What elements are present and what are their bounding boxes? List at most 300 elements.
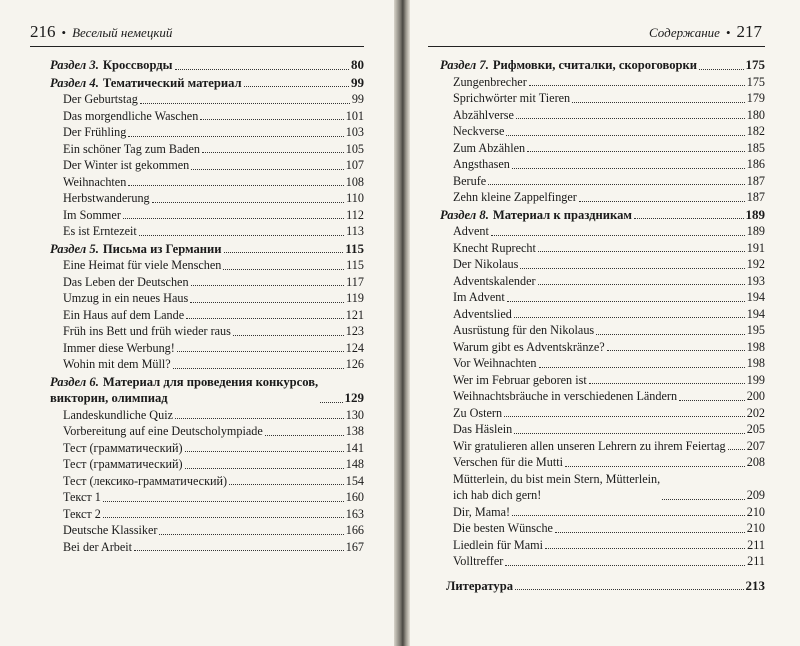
page-ref: 115 <box>346 258 364 272</box>
entry-title <box>453 388 677 405</box>
toc-entry[interactable] <box>50 423 364 440</box>
toc-entry[interactable] <box>50 356 364 373</box>
dot-leader <box>662 499 745 500</box>
entry-title-text: Ein schöner Tag zum Baden <box>63 141 201 156</box>
toc-section-entry[interactable] <box>50 374 364 407</box>
dot-leader <box>512 168 745 169</box>
entry-title <box>50 374 318 407</box>
entry-title-text: Es ist Erntezeit <box>63 224 137 238</box>
page-ref: 198 <box>746 356 765 370</box>
page-ref: 199 <box>746 372 765 387</box>
dot-leader <box>565 466 745 467</box>
dot-leader <box>175 418 344 419</box>
entry-title-text: Wir gratulieren allen unseren Lehrern zu ihrem Feiertag <box>453 438 726 453</box>
dot-leader <box>538 251 745 252</box>
toc-entry[interactable] <box>440 438 765 455</box>
page-ref: 185 <box>746 140 765 155</box>
entry-title <box>63 91 138 108</box>
entry-title <box>453 273 536 290</box>
toc-entry[interactable] <box>440 90 765 107</box>
entry-title <box>453 421 512 438</box>
entry-title-text: Verschen für die Mutti <box>453 455 563 469</box>
page-ref: 202 <box>746 405 765 420</box>
page-ref: 154 <box>345 473 364 488</box>
dot-leader <box>134 550 344 551</box>
page-ref: 167 <box>345 539 364 554</box>
page-ref: 191 <box>746 240 765 255</box>
entry-title <box>63 157 189 174</box>
section-label: Раздел 4. <box>50 75 99 90</box>
entry-title <box>453 256 518 273</box>
entry-title-text: Тест (грамматический) <box>63 457 183 471</box>
entry-title <box>63 108 198 125</box>
dot-leader <box>488 184 745 185</box>
entry-title <box>453 504 510 521</box>
left-page <box>0 0 394 646</box>
entry-title-text: Тест (грамматический) <box>63 440 183 455</box>
toc-entry[interactable] <box>50 157 364 174</box>
entry-title <box>453 438 726 455</box>
dot-leader <box>699 69 743 70</box>
toc-entry[interactable] <box>50 407 364 424</box>
dot-leader <box>505 565 745 566</box>
dot-leader <box>539 367 745 368</box>
toc-entry[interactable] <box>50 207 364 224</box>
page-ref: 186 <box>746 157 765 171</box>
toc-entry[interactable] <box>440 256 765 273</box>
entry-title-text: Adventslied <box>453 306 512 321</box>
entry-title <box>453 520 553 537</box>
toc-entry[interactable] <box>50 456 364 473</box>
running-title: Содержание <box>649 25 720 40</box>
dot-leader <box>190 302 344 303</box>
entry-title <box>63 141 200 158</box>
toc-entry[interactable] <box>440 189 765 206</box>
page-number: 216 <box>30 22 56 41</box>
entry-title-text: Der Geburtstag <box>63 92 138 106</box>
entry-title-text: Dir, Mama! <box>453 504 511 519</box>
page-ref: 205 <box>746 422 765 436</box>
entry-title <box>63 506 101 523</box>
page-ref: 210 <box>746 521 765 535</box>
toc-entry[interactable] <box>50 539 364 556</box>
dot-leader <box>634 218 744 219</box>
entry-title <box>63 190 150 207</box>
page-ref: 126 <box>345 357 364 371</box>
page-ref: 117 <box>346 274 364 289</box>
entry-title <box>440 57 697 74</box>
dot-leader <box>596 334 745 335</box>
dot-leader <box>504 416 745 417</box>
page-ref: 194 <box>746 290 765 304</box>
page-ref: 124 <box>345 340 364 355</box>
entry-title-text: Landeskundliche Quiz <box>63 407 173 422</box>
entry-title-text: Das morgendliche Waschen <box>63 108 199 123</box>
toc-section-entry[interactable] <box>50 241 364 258</box>
toc-entry[interactable] <box>440 405 765 422</box>
dot-leader <box>514 433 744 434</box>
toc-section-entry[interactable] <box>440 57 765 74</box>
entry-title <box>453 289 505 306</box>
entry-title <box>63 456 183 473</box>
entry-title-text: Тест (лексико-грамматический) <box>63 473 228 488</box>
toc-section-entry[interactable] <box>50 57 364 74</box>
header-bullet: • <box>725 25 731 40</box>
page-ref: 180 <box>746 107 765 122</box>
page-ref: 101 <box>345 108 364 123</box>
toc-left <box>50 56 364 555</box>
dot-leader <box>128 136 343 137</box>
toc-entry[interactable] <box>50 108 364 125</box>
page-ref: 211 <box>747 537 765 552</box>
toc-entry[interactable] <box>50 274 364 291</box>
dot-leader <box>159 534 343 535</box>
entry-title-text: Das Häslein <box>453 422 513 436</box>
page-ref: 209 <box>746 488 765 502</box>
entry-title-text: Neckverse <box>453 124 505 138</box>
dot-leader <box>520 268 744 269</box>
dot-leader <box>185 468 344 469</box>
toc-entry[interactable] <box>440 520 765 537</box>
dot-leader <box>185 451 344 452</box>
entry-title <box>453 156 510 173</box>
toc-section-entry[interactable] <box>440 207 765 224</box>
entry-title-text <box>453 472 660 503</box>
dot-leader <box>191 169 344 170</box>
dot-leader <box>507 301 745 302</box>
entry-title-text: Deutsche Klassiker <box>63 523 158 537</box>
entry-title-text: Тематический материал <box>102 75 242 90</box>
dot-leader <box>229 484 344 485</box>
page-ref: 189 <box>746 224 765 238</box>
page-ref: 179 <box>746 91 765 105</box>
dot-leader <box>538 284 745 285</box>
toc-entry[interactable] <box>50 489 364 506</box>
page-ref: 105 <box>345 141 364 156</box>
section-label: Раздел 5. <box>50 241 99 256</box>
header-bullet: • <box>61 25 67 40</box>
toc-entry[interactable] <box>50 323 364 340</box>
toc-entry[interactable] <box>440 74 765 91</box>
entry-title-text: Sprichwörter mit Tieren <box>453 91 571 105</box>
dot-leader <box>191 285 345 286</box>
book-spine-gutter <box>394 0 410 646</box>
page-ref: 110 <box>346 191 364 205</box>
dot-leader <box>679 400 745 401</box>
page-ref: 130 <box>345 407 364 422</box>
entry-title-line-2: викторин, олимпиад <box>50 391 168 405</box>
entry-title-text: Angsthasen <box>453 157 510 171</box>
dot-leader <box>128 185 343 186</box>
entry-title <box>63 307 184 324</box>
entry-title <box>453 537 543 554</box>
dot-leader <box>233 335 344 336</box>
toc-entry[interactable] <box>50 473 364 490</box>
dot-leader <box>589 383 745 384</box>
toc-entry[interactable] <box>440 454 765 471</box>
entry-title-text: Im Sommer <box>63 207 121 222</box>
page-ref: 121 <box>345 307 364 322</box>
entry-title-text: Zu Ostern <box>453 405 503 420</box>
dot-leader <box>516 118 745 119</box>
entry-title-text: Berufe <box>453 173 487 188</box>
dot-leader <box>728 449 745 450</box>
toc-entry[interactable] <box>440 504 765 521</box>
entry-title-text: Weihnachtsbräuche in verschiedenen Ländern <box>453 389 678 403</box>
toc-entry[interactable] <box>440 107 765 124</box>
entry-title-text: Die besten Wünsche <box>453 521 553 535</box>
page-ref: 99 <box>351 92 364 106</box>
section-label: Раздел 6. <box>50 374 99 389</box>
dot-leader <box>177 351 344 352</box>
page-ref: 198 <box>746 339 765 354</box>
page-ref: 193 <box>746 273 765 288</box>
entry-title <box>63 223 137 240</box>
entry-title-line-2: ich hab dich gern! <box>453 488 542 502</box>
entry-title <box>453 339 605 356</box>
entry-title <box>453 223 489 240</box>
entry-title-text: Eine Heimat für viele Menschen <box>63 258 222 272</box>
entry-title <box>63 274 189 291</box>
section-label: Раздел 3. <box>50 58 99 72</box>
dot-leader <box>103 501 344 502</box>
toc-entry[interactable] <box>440 553 765 570</box>
page-ref: 207 <box>746 438 765 453</box>
entry-title-text: Текст 1 <box>63 490 101 504</box>
toc-section-entry[interactable] <box>440 578 765 595</box>
page-ref: 160 <box>345 490 364 504</box>
toc-entry[interactable] <box>440 223 765 240</box>
toc-entry[interactable] <box>440 372 765 389</box>
dot-leader <box>529 85 745 86</box>
entry-title-text: Der Frühling <box>63 125 127 139</box>
toc-entry[interactable] <box>50 223 364 240</box>
entry-title <box>63 473 227 490</box>
entry-title <box>453 372 587 389</box>
page-ref: 208 <box>746 455 765 469</box>
toc-entry[interactable] <box>440 355 765 372</box>
page-number: 217 <box>736 22 762 41</box>
toc-section-entry[interactable] <box>50 75 364 92</box>
entry-title-text: Weihnachten <box>63 174 127 189</box>
dot-leader <box>555 532 745 533</box>
entry-title-text: Bei der Arbeit <box>63 539 133 554</box>
toc-entry[interactable] <box>50 190 364 207</box>
entry-title <box>63 489 101 506</box>
dot-leader <box>607 350 745 351</box>
entry-title-text: Liedlein für Mami <box>453 537 544 552</box>
toc-entry[interactable] <box>50 91 364 108</box>
entry-title-text: Das Leben der Deutschen <box>63 274 189 289</box>
entry-title <box>453 322 594 339</box>
entry-title-text: Zum Abzählen <box>453 140 526 155</box>
entry-title-text: Immer diese Werbung! <box>63 340 175 355</box>
dot-leader <box>186 318 344 319</box>
toc-entry[interactable] <box>440 289 765 306</box>
entry-title <box>446 578 513 595</box>
page-ref: 187 <box>746 173 765 188</box>
entry-title <box>50 241 222 258</box>
entry-title-text: Herbstwanderung <box>63 191 150 205</box>
entry-title-text: Warum gibt es Adventskränze? <box>453 339 605 354</box>
entry-title-text: Der Winter ist gekommen <box>63 158 190 172</box>
dot-leader <box>545 548 745 549</box>
left-page-header <box>30 22 172 42</box>
toc-entry[interactable] <box>440 273 765 290</box>
entry-title <box>453 553 503 570</box>
entry-title <box>453 123 504 140</box>
entry-title <box>50 75 242 92</box>
dot-leader <box>123 218 344 219</box>
page-ref: 80 <box>351 57 364 72</box>
toc-entry[interactable] <box>440 173 765 190</box>
toc-entry[interactable] <box>440 123 765 140</box>
dot-leader <box>579 201 745 202</box>
page-ref: 148 <box>345 457 364 471</box>
entry-title-text: Vorbereitung auf eine Deutscholympiade <box>63 424 263 438</box>
entry-title <box>453 107 514 124</box>
page-ref: 99 <box>351 74 364 90</box>
dot-leader <box>224 252 344 253</box>
entry-title-line-1: Материал для проведения конкурсов, <box>102 374 319 389</box>
page-ref: 210 <box>746 504 765 519</box>
entry-title-text: Zehn kleine Zappelfinger <box>453 190 577 204</box>
toc-entry[interactable] <box>440 322 765 339</box>
entry-title <box>50 57 173 74</box>
toc-entry[interactable] <box>50 124 364 141</box>
toc-entry[interactable] <box>440 339 765 356</box>
dot-leader <box>244 86 349 87</box>
toc-entry[interactable] <box>440 537 765 554</box>
toc-entry[interactable] <box>50 141 364 158</box>
toc-entry[interactable] <box>50 522 364 539</box>
dot-leader <box>572 102 745 103</box>
toc-entry[interactable] <box>50 307 364 324</box>
dot-leader <box>512 515 745 516</box>
toc-entry[interactable] <box>440 388 765 405</box>
right-page <box>410 0 800 646</box>
page-ref: 115 <box>345 240 364 256</box>
entry-title <box>63 340 175 357</box>
section-label: Раздел 7. <box>440 58 489 72</box>
entry-title-text: Der Nikolaus <box>453 257 519 271</box>
page-ref: 138 <box>345 424 364 438</box>
section-label: Раздел 8. <box>440 207 489 222</box>
toc-entry[interactable] <box>50 440 364 457</box>
dot-leader <box>152 202 345 203</box>
entry-title-text: Früh ins Bett und früh wieder raus <box>63 324 231 338</box>
page-ref: 129 <box>344 390 364 405</box>
dot-leader <box>223 269 344 270</box>
entry-title <box>63 207 121 224</box>
entry-title <box>453 173 486 190</box>
entry-title <box>63 539 132 556</box>
page-ref: 200 <box>746 389 765 403</box>
entry-title <box>63 174 126 191</box>
page-ref: 119 <box>346 291 364 305</box>
dot-leader <box>200 119 343 120</box>
entry-title-text: Wer im Februar geboren ist <box>453 372 587 387</box>
page-ref: 194 <box>746 306 765 321</box>
dot-leader <box>265 435 344 436</box>
toc-entry[interactable] <box>440 421 765 438</box>
page-ref: 213 <box>745 577 765 593</box>
dot-leader <box>173 368 344 369</box>
entry-title <box>453 471 660 504</box>
entry-title <box>63 257 221 274</box>
entry-title <box>453 405 502 422</box>
toc-entry[interactable] <box>440 156 765 173</box>
entry-title <box>63 423 263 440</box>
page-ref: 175 <box>745 57 765 72</box>
entry-title <box>453 140 525 157</box>
entry-title-text: Текст 2 <box>63 506 101 521</box>
entry-title-text: Материал к праздникам <box>492 207 632 222</box>
entry-title <box>440 207 632 224</box>
entry-title-text: Adventskalender <box>453 273 536 288</box>
dot-leader <box>320 402 342 403</box>
entry-title-text: Литература <box>446 578 514 593</box>
dot-leader <box>139 235 344 236</box>
page-ref: 141 <box>345 440 364 455</box>
page-ref: 107 <box>345 158 364 172</box>
toc-entry[interactable] <box>50 340 364 357</box>
entry-title-text: Кроссворды <box>102 58 173 72</box>
entry-title <box>63 356 171 373</box>
dot-leader <box>202 152 344 153</box>
entry-title-text: Umzug in ein neues Haus <box>63 291 189 305</box>
page-ref: 192 <box>746 257 765 271</box>
page-ref: 189 <box>745 206 765 222</box>
toc-entry[interactable] <box>50 290 364 307</box>
toc-entry[interactable] <box>440 471 765 504</box>
page-ref: 166 <box>345 523 364 537</box>
page-ref: 113 <box>346 224 364 238</box>
entry-title-text: Zungenbrecher <box>453 74 527 89</box>
toc-entry[interactable] <box>50 174 364 191</box>
toc-entry[interactable] <box>50 506 364 523</box>
toc-entry[interactable] <box>440 240 765 257</box>
header-rule <box>428 46 765 47</box>
entry-title <box>453 355 537 372</box>
entry-title <box>453 454 563 471</box>
entry-title-text: Volltreffer <box>453 554 504 568</box>
entry-title-text: Wohin mit dem Müll? <box>63 357 171 371</box>
page-ref: 112 <box>346 207 364 222</box>
page-ref: 103 <box>345 125 364 139</box>
page-ref: 187 <box>746 190 765 204</box>
toc-entry[interactable] <box>440 306 765 323</box>
entry-title <box>63 407 173 424</box>
entry-title <box>63 440 183 457</box>
entry-title-text: Письма из Германии <box>102 241 222 256</box>
entry-title <box>453 74 527 91</box>
dot-leader <box>506 135 744 136</box>
entry-title-text: Рифмовки, считалки, скороговорки <box>492 58 698 72</box>
toc-entry[interactable] <box>440 140 765 157</box>
entry-title-text: Ein Haus auf dem Lande <box>63 307 185 322</box>
header-rule <box>30 46 364 47</box>
entry-title-text: Advent <box>453 224 489 238</box>
toc-entry[interactable] <box>50 257 364 274</box>
entry-title <box>63 290 188 307</box>
entry-title <box>453 240 536 257</box>
entry-title <box>63 124 126 141</box>
entry-title-text: Knecht Ruprecht <box>453 240 536 255</box>
dot-leader <box>491 235 745 236</box>
page-ref: 195 <box>746 323 765 337</box>
toc-right <box>440 56 765 594</box>
